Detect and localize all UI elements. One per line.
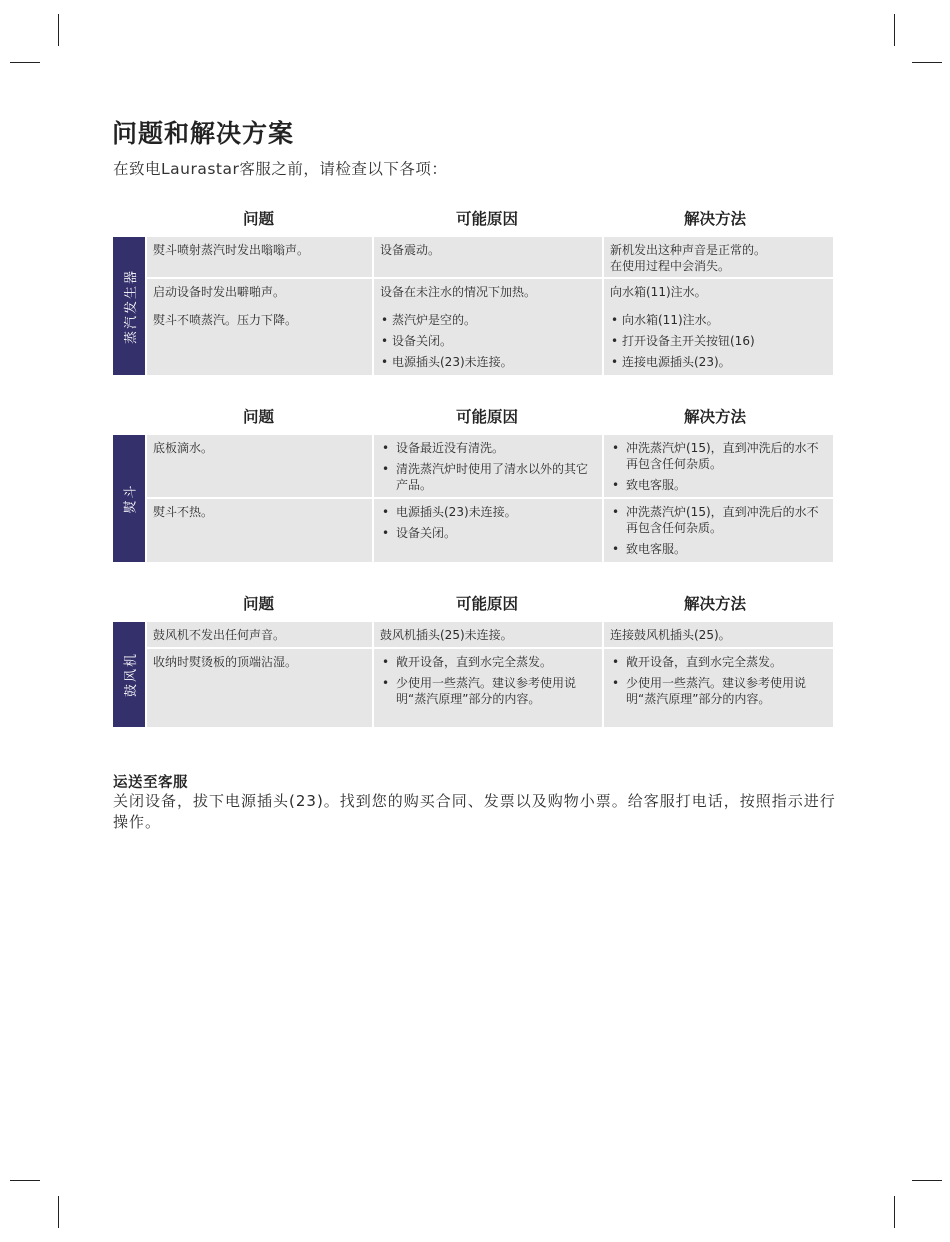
troubleshooting-table [113, 622, 833, 727]
solution-list [610, 312, 827, 370]
section-label: 鼓风机 [123, 651, 139, 698]
solution-cell [604, 435, 833, 497]
column-headers [113, 405, 833, 431]
solution-text: 在使用过程中会消失。 [610, 259, 731, 273]
solution-text: 向水箱(11)注水。 [610, 285, 707, 299]
crop-mark [58, 1196, 59, 1228]
problem-cell [147, 435, 372, 497]
troubleshooting-table [113, 435, 833, 562]
cause-cell [374, 435, 602, 497]
solution-cell [604, 499, 833, 562]
header-solution: 解决方法 [684, 408, 747, 426]
table-row [147, 237, 833, 277]
problem-text: 熨斗喷射蒸汽时发出嗡嗡声。 [153, 243, 310, 257]
list-item: • 设备最近没有清洗。 [380, 440, 596, 456]
list-item: • 设备关闭。 [380, 333, 596, 349]
header-cause: 可能原因 [456, 210, 519, 228]
list-item: • 电源插头(23)未连接。 [380, 504, 596, 520]
cause-text: 鼓风机插头(25)未连接。 [380, 628, 513, 642]
problem-text: 启动设备时发出噼啪声。 [153, 285, 286, 299]
list-item: • 蒸汽炉是空的。 [380, 312, 596, 328]
section-label: 熨斗 [123, 483, 139, 514]
list-item: • 清洗蒸汽炉时使用了清水以外的其它产品。 [380, 461, 596, 493]
problem-cell [147, 649, 372, 727]
solution-cell [604, 237, 833, 277]
problem-cell [147, 279, 372, 375]
cause-text: 设备震动。 [380, 243, 441, 257]
list-item: • 冲洗蒸汽炉(15)，直到冲洗后的水不再包含任何杂质。 [610, 504, 827, 536]
crop-mark [10, 62, 40, 63]
list-item: • 致电客服。 [610, 541, 827, 557]
section-label: 蒸汽发生器 [123, 268, 139, 344]
solution-cell [604, 622, 833, 647]
crop-mark [58, 14, 59, 46]
solution-list [610, 654, 827, 707]
solution-list [610, 440, 827, 493]
list-item: • 向水箱(11)注水。 [610, 312, 827, 328]
problem-cell [147, 499, 372, 562]
cause-list [380, 504, 596, 541]
list-item: • 致电客服。 [610, 477, 827, 493]
solution-list [610, 504, 827, 557]
problem-text: 鼓风机不发出任何声音。 [153, 628, 286, 642]
list-item: • 电源插头(23)未连接。 [380, 354, 596, 370]
cause-cell [374, 279, 602, 375]
header-problem: 问题 [243, 408, 275, 426]
problem-text: 底板滴水。 [153, 441, 214, 455]
table-row [147, 622, 833, 647]
cause-list [380, 654, 596, 707]
header-problem: 问题 [243, 595, 275, 613]
section-label-tab [113, 622, 145, 727]
header-solution: 解决方法 [684, 210, 747, 228]
column-headers [113, 207, 833, 233]
list-item: • 敞开设备，直到水完全蒸发。 [610, 654, 827, 670]
problem-cell [147, 622, 372, 647]
problem-text: 熨斗不热。 [153, 505, 214, 519]
cause-cell [374, 237, 602, 277]
shipping-heading: 运送至客服 [113, 775, 188, 791]
cause-list [380, 440, 596, 493]
page-subtitle: 在致电Laurastar客服之前，请检查以下各项： [113, 160, 448, 178]
list-item: • 少使用一些蒸汽。建议参考使用说明“蒸汽原理”部分的内容。 [380, 675, 596, 707]
troubleshooting-table [113, 237, 833, 375]
list-item: • 设备关闭。 [380, 525, 596, 541]
column-headers [113, 592, 833, 618]
shipping-body: 关闭设备，拔下电源插头(23)。找到您的购买合同、发票以及购物小票。给客服打电话，按照指示进行操作。 [113, 792, 836, 831]
table-row [147, 279, 833, 375]
solution-text: 连接鼓风机插头(25)。 [610, 628, 731, 642]
cause-cell [374, 649, 602, 727]
list-item: • 敞开设备，直到水完全蒸发。 [380, 654, 596, 670]
cause-text: 设备在未注水的情况下加热。 [380, 285, 537, 299]
section-label-tab [113, 435, 145, 562]
solution-cell [604, 649, 833, 727]
cause-cell [374, 622, 602, 647]
problem-text: 收纳时熨烫板的顶端沾湿。 [153, 655, 298, 669]
problem-cell [147, 237, 372, 277]
crop-mark [894, 1196, 895, 1228]
solution-cell [604, 279, 833, 375]
crop-mark [912, 1180, 942, 1181]
problem-text: 熨斗不喷蒸汽。压力下降。 [153, 313, 298, 327]
cause-cell [374, 499, 602, 562]
table-row [147, 435, 833, 497]
crop-mark [912, 62, 942, 63]
list-item: • 冲洗蒸汽炉(15)，直到冲洗后的水不再包含任何杂质。 [610, 440, 827, 472]
list-item: • 打开设备主开关按钮(16) [610, 333, 827, 349]
header-cause: 可能原因 [456, 595, 519, 613]
header-cause: 可能原因 [456, 408, 519, 426]
page-title: 问题和解决方案 [112, 119, 295, 148]
cause-list [380, 312, 596, 370]
header-problem: 问题 [243, 210, 275, 228]
header-solution: 解决方法 [684, 595, 747, 613]
solution-text: 新机发出这种声音是正常的。 [610, 243, 767, 257]
crop-mark [894, 14, 895, 46]
table-row [147, 499, 833, 562]
list-item: • 连接电源插头(23)。 [610, 354, 827, 370]
crop-mark [10, 1180, 40, 1181]
table-row [147, 649, 833, 727]
list-item: • 少使用一些蒸汽。建议参考使用说明“蒸汽原理”部分的内容。 [610, 675, 827, 707]
section-label-tab [113, 237, 145, 375]
